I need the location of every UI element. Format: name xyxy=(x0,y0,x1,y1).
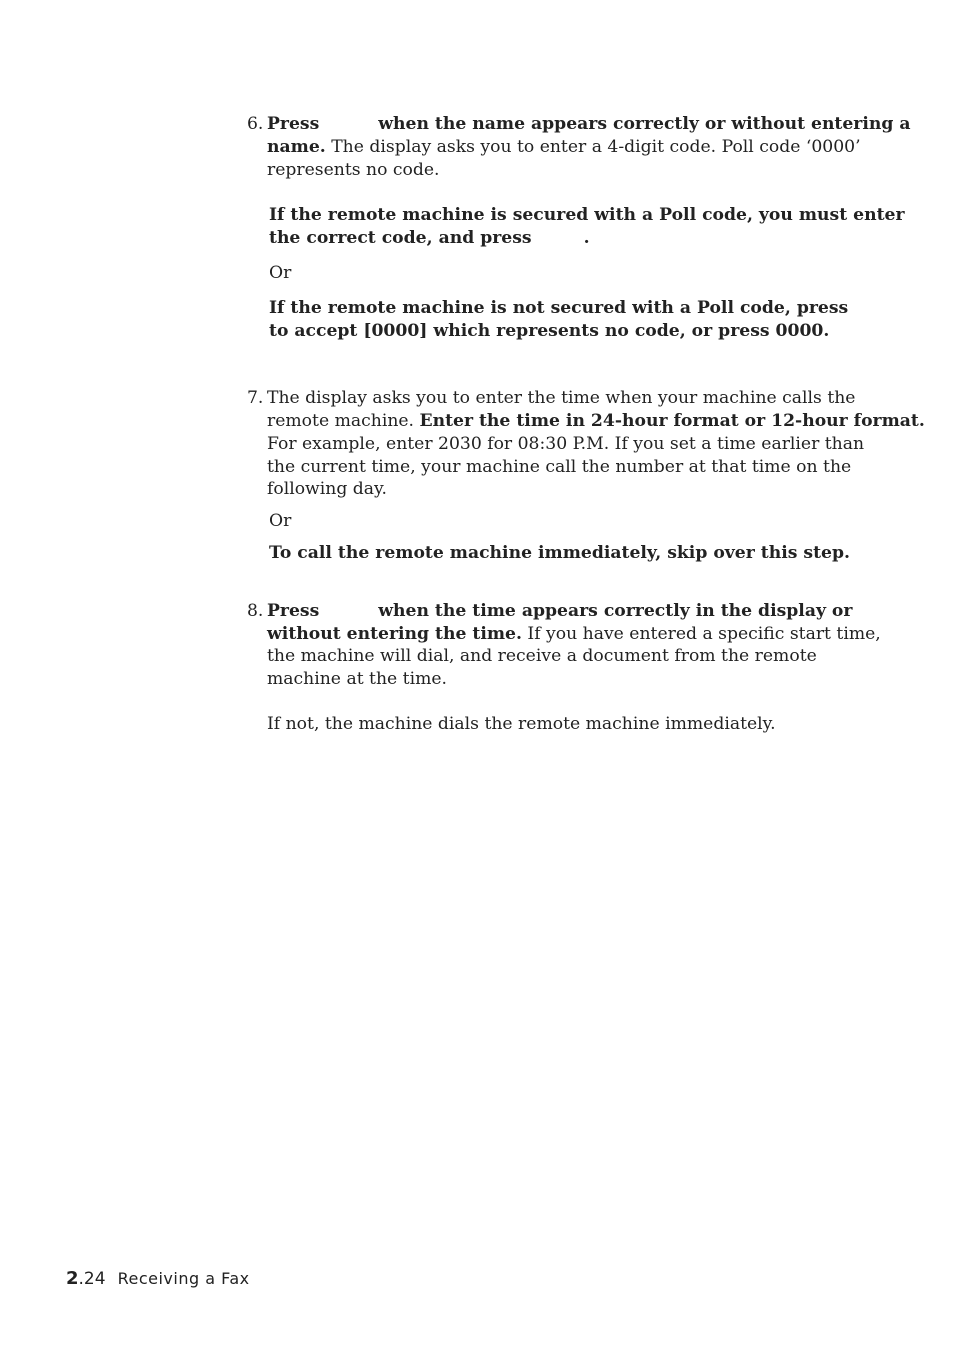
step-8-line-2-rest: If you have entered a specific start time, xyxy=(521,624,881,644)
secured-line-1 xyxy=(269,204,905,227)
step-6-line-3: represents no code. xyxy=(267,160,440,180)
secured-line-1-text: If the remote machine is secured with a Poll code, you must enter xyxy=(269,205,905,225)
step-7-line-3: For example, enter 2030 for 08:30 P.M. If you set a time earlier than xyxy=(267,434,865,454)
step-8-line-1 xyxy=(267,600,852,623)
step-8-line-3: the machine will dial, and receive a document from the remote xyxy=(267,646,817,666)
notsecured-line-2-text: to accept [0000] which represents no code, or press 0000. xyxy=(269,321,830,341)
step-number: 6. xyxy=(247,114,264,134)
step-7-line-2 xyxy=(267,410,925,433)
step-8-line-2-bold: without entering the time. xyxy=(267,624,522,644)
step-7-line-5: following day. xyxy=(267,479,387,499)
secured-line-2-period: . xyxy=(583,228,590,248)
step-6-line-1 xyxy=(267,113,911,136)
notsecured-line-1-text: If the remote machine is not secured with a Poll code, press xyxy=(269,298,849,318)
or-separator: Or xyxy=(269,511,292,531)
skip-note xyxy=(269,542,850,565)
notsecured-line-2 xyxy=(269,320,829,343)
step-number: 7. xyxy=(247,388,264,408)
step-8-line-4: machine at the time. xyxy=(267,669,448,689)
step-6-line-1-rest: when the name appears correctly or without entering a xyxy=(378,114,911,134)
chapter-number: 2 xyxy=(66,1268,79,1289)
skip-note-text: To call the remote machine immediately, skip over this step. xyxy=(269,543,850,563)
step-6-line-2 xyxy=(267,136,861,159)
step-8-ifnot: If not, the machine dials the remote machine immediately. xyxy=(267,714,776,734)
secured-line-2 xyxy=(269,227,590,250)
page-number: .24 xyxy=(78,1269,106,1289)
step-7-line-4: the current time, your machine call the number at that time on the xyxy=(267,457,852,477)
notsecured-line-1 xyxy=(269,297,848,320)
step-6-line-2-rest: The display asks you to enter a 4-digit code. Poll code ‘0000’ xyxy=(325,137,861,157)
chapter-title: Receiving a Fax xyxy=(117,1269,250,1288)
step-6-line-2-bold: name. xyxy=(267,137,326,157)
press-label: Press xyxy=(267,114,320,134)
step-8-line-2 xyxy=(267,623,881,646)
step-7-line-1: The display asks you to enter the time when your machine calls the xyxy=(267,388,856,408)
secured-line-2-text: the correct code, and press xyxy=(269,228,532,248)
press-label: Press xyxy=(267,601,320,621)
page-footer xyxy=(66,1268,250,1289)
step-7-line-2-bold: Enter the time in 24-hour format or 12-hour format. xyxy=(419,411,925,431)
or-separator: Or xyxy=(269,263,292,283)
step-7-line-2-plain: remote machine. xyxy=(267,411,420,431)
step-number: 8. xyxy=(247,601,264,621)
step-8-line-1-rest: when the time appears correctly in the display or xyxy=(378,601,853,621)
